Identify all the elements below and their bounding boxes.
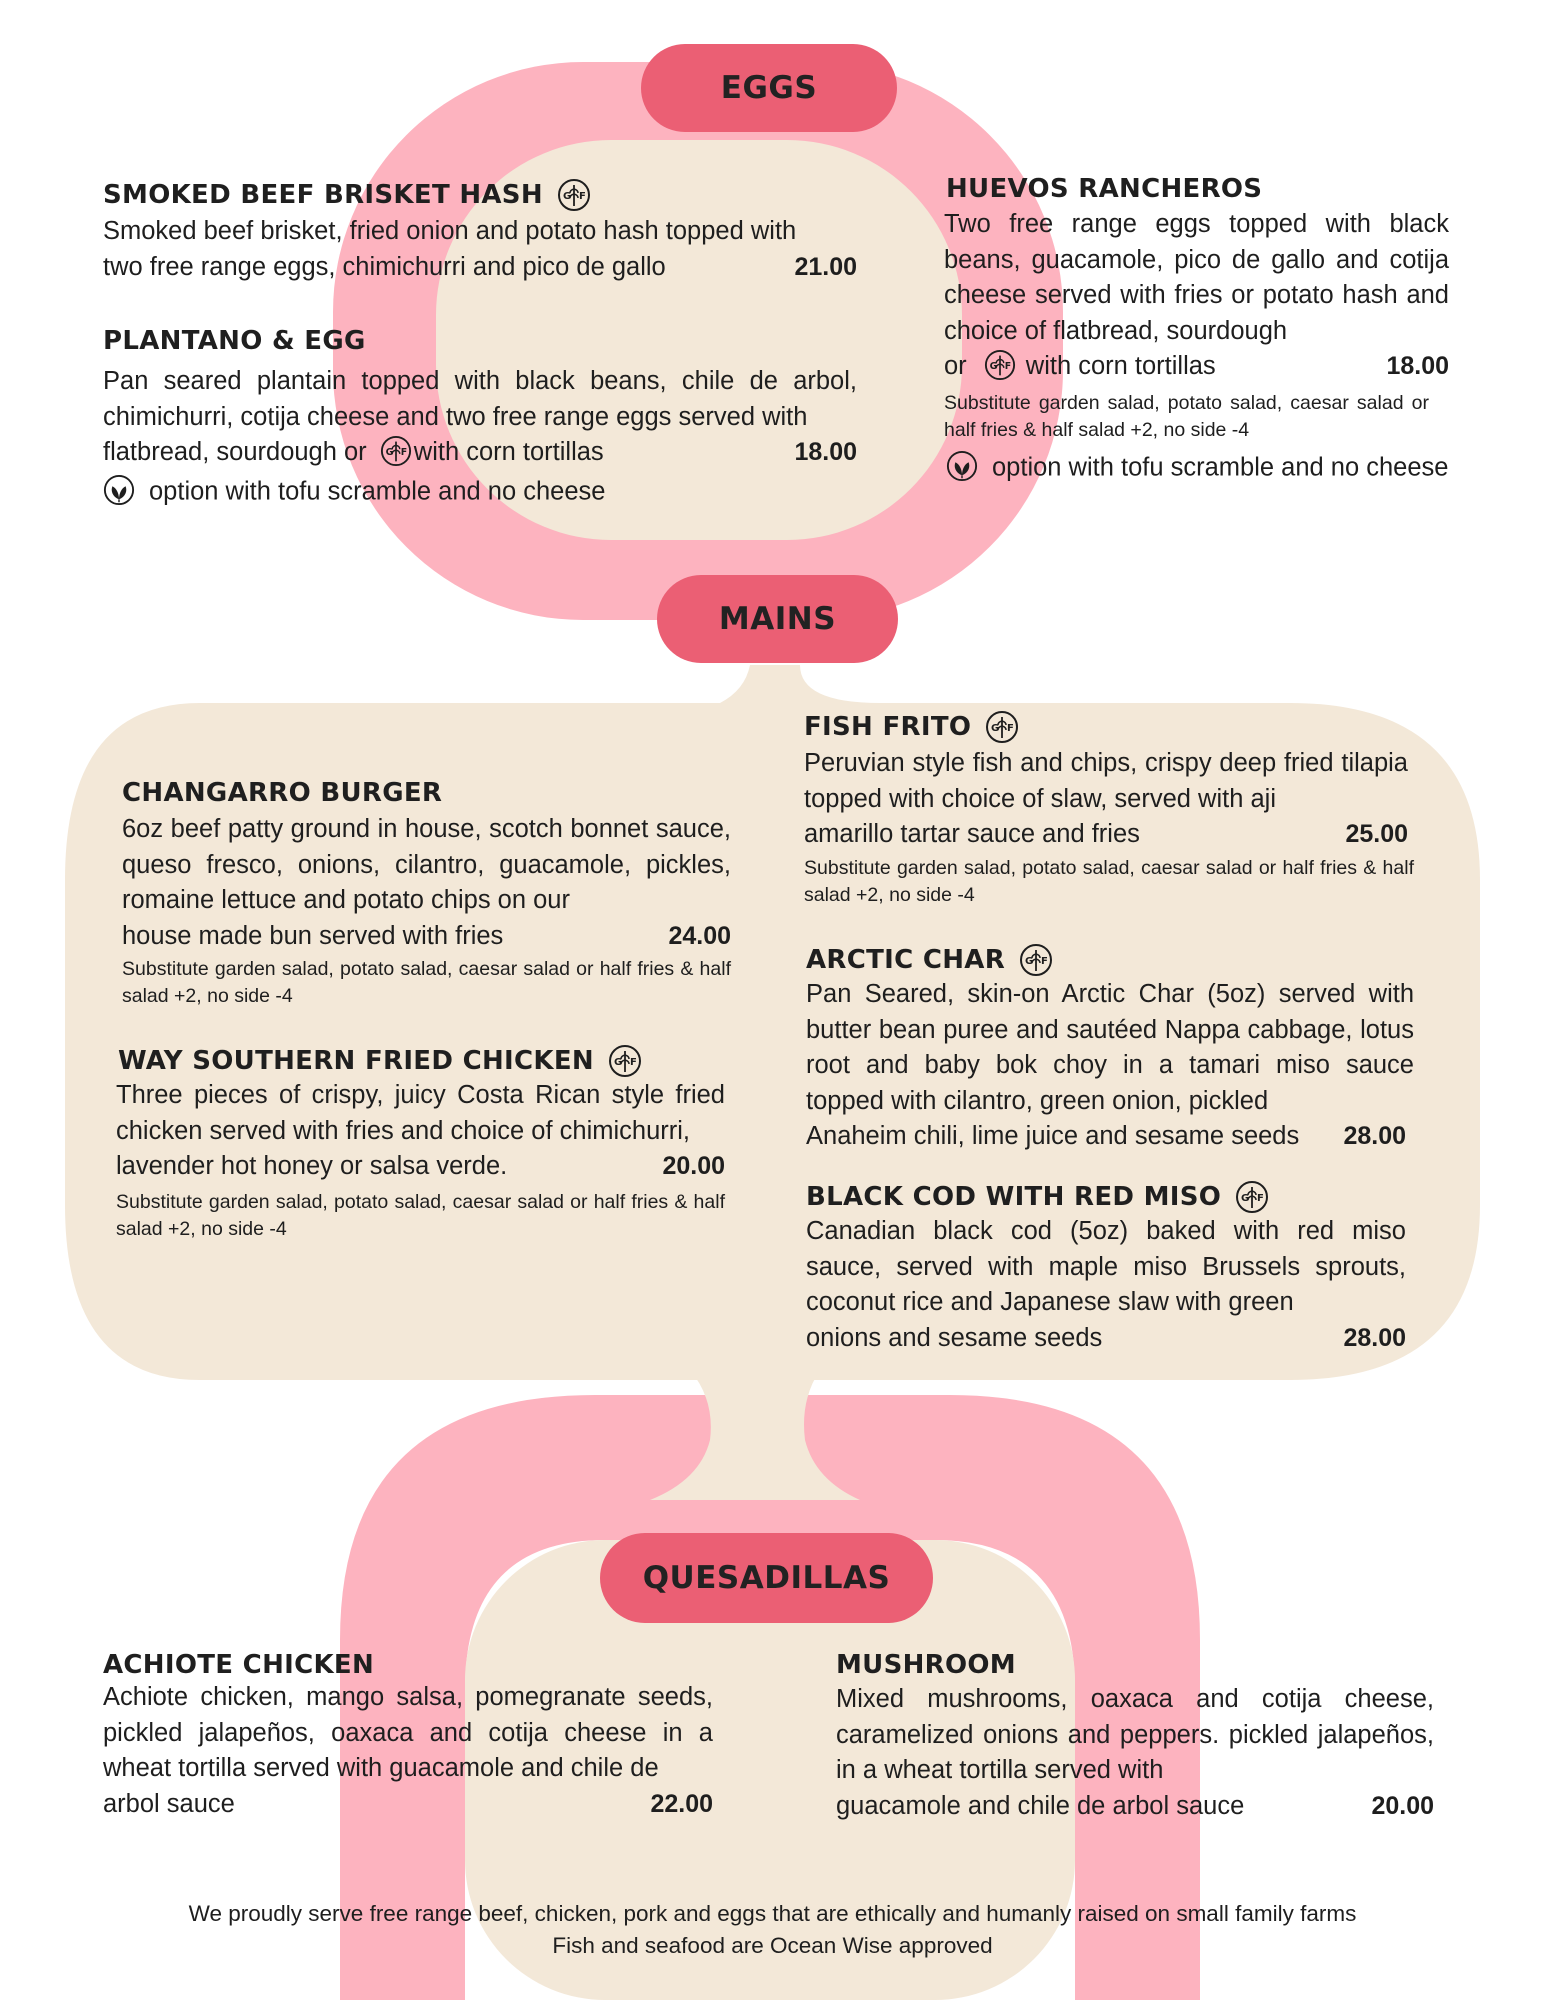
item-title: ARCTIC CHAR G F [806, 943, 1414, 977]
svg-text:G: G [385, 446, 394, 458]
substitute-note: Substitute garden salad, potato salad, caesar salad or half fries & half salad +2, no side -4 [944, 392, 1429, 441]
menu-item-mushroom [836, 1648, 1434, 1824]
item-price: 28.00 [1343, 1323, 1406, 1352]
menu-item-arctic-char [806, 943, 1414, 1155]
substitute-note: Substitute garden salad, potato salad, caesar salad or half fries & half salad +2, no side -4 [804, 856, 1414, 906]
svg-text:G: G [991, 723, 1000, 734]
menu-item-achiote-chicken [103, 1648, 713, 1822]
gluten-free-icon [608, 1044, 642, 1078]
item-price: 24.00 [668, 921, 731, 950]
menu-item-brisket-hash [103, 178, 857, 285]
menu-item-fish-frito [804, 710, 1414, 909]
item-description: Mixed mushrooms, oaxaca and cotija cheese, caramelized onions and peppers. pickled jalapeños, in a wheat tortilla served with guacamole and chile de arbol sauce 20.00 [836, 1682, 1434, 1824]
item-description: Achiote chicken, mango salsa, pomegranate seeds, pickled jalapeños, oaxaca and cotija cheese in a wheat tortilla served with guacamole and chile de arbol sauce 22.00 [103, 1680, 713, 1822]
footer-line-1: We proudly serve free range beef, chicken, pork and eggs that are ethically and humanly raised on small family farms [188, 1901, 1357, 1926]
svg-text:F: F [1007, 723, 1015, 734]
svg-text:F: F [1004, 360, 1011, 372]
svg-text:F: F [629, 1057, 638, 1068]
substitute-note: Substitute garden salad, potato salad, caesar salad or half fries & half salad +2, no side -4 [116, 1190, 725, 1240]
gluten-free-icon [380, 435, 412, 467]
item-title: SMOKED BEEF BRISKET HASH G F [103, 178, 857, 212]
substitute-note: Substitute garden salad, potato salad, caesar salad or half fries & half salad +2, no side -4 [122, 958, 731, 1007]
item-title: ACHIOTE CHICKEN [103, 1650, 375, 1680]
vegan-leaf-icon [103, 474, 135, 506]
svg-text:F: F [1041, 956, 1049, 967]
item-title: MUSHROOM [836, 1650, 1016, 1680]
svg-text:G: G [989, 360, 998, 372]
vegan-option-note: option with tofu scramble and no cheese [103, 474, 857, 512]
svg-text:G: G [1241, 1193, 1250, 1204]
section-header-quesadillas [600, 1533, 933, 1623]
section-title-quesadillas: QUESADILLAS [642, 1560, 891, 1596]
menu-item-plantano-egg [103, 324, 857, 512]
vegan-leaf-icon [946, 450, 978, 482]
gluten-free-icon [984, 349, 1016, 381]
item-description: Smoked beef brisket, fried onion and potato hash topped with two free range eggs, chimichurri and pico de gallo 21.00 [103, 214, 857, 285]
item-description: Canadian black cod (5oz) baked with red miso sauce, served with maple miso Brussels sprouts, coconut rice and Japanese slaw with green onions and sesame seeds 28.00 [806, 1214, 1406, 1356]
svg-text:F: F [578, 191, 587, 202]
item-price: 20.00 [1371, 1791, 1434, 1820]
gluten-free-icon [1019, 943, 1053, 977]
item-description: Pan Seared, skin-on Arctic Char (5oz) served with butter bean puree and sautéed Nappa cabbage, lotus root and baby bok choy in a tamari miso sauce topped with cilantro, green onion, pickled Anaheim chili, lime juice and sesame seeds 28.00 [806, 977, 1414, 1155]
item-description: Two free range eggs topped with black beans, guacamole, pico de gallo and cotija cheese served with fries or potato hash and choice of flatbread, sourdough or G F with corn tortillas 18.00 [944, 207, 1449, 386]
item-description: 6oz beef patty ground in house, scotch bonnet sauce, queso fresco, onions, cilantro, guacamole, pickles, romaine lettuce and potato chips on our house made bun served with fries 24.00 [122, 812, 731, 954]
svg-text:F: F [400, 446, 407, 458]
vegan-option-note: option with tofu scramble and no cheese [944, 450, 1449, 488]
item-description: Three pieces of crispy, juicy Costa Rican style fried chicken served with fries and choice of chimichurri, lavender hot honey or salsa verde. 20.00 [116, 1078, 725, 1185]
item-title: BLACK COD WITH RED MISO G F [806, 1180, 1406, 1214]
item-description: Pan seared plantain topped with black beans, chile de arbol, chimichurri, cotija cheese and two free range eggs served with flatbread, sourdough or G F with corn tortillas 18.00 [103, 364, 857, 472]
gluten-free-icon [1235, 1180, 1269, 1214]
footer-line-2: Fish and seafood are Ocean Wise approved [552, 1933, 993, 1958]
item-title: FISH FRITO G F [804, 710, 1408, 744]
item-price: 25.00 [1345, 820, 1408, 848]
section-title-eggs: EGGS [720, 70, 818, 106]
section-header-mains [657, 575, 898, 663]
section-header-eggs [641, 44, 897, 132]
gluten-free-icon [985, 710, 1019, 744]
footer-sourcing-note [0, 1898, 1545, 1962]
item-price: 18.00 [794, 438, 857, 467]
item-title: CHANGARRO BURGER [122, 778, 443, 808]
gluten-free-icon [557, 178, 591, 212]
svg-text:G: G [613, 1057, 623, 1068]
svg-text:G: G [1025, 956, 1034, 967]
item-price: 20.00 [662, 1152, 725, 1180]
section-title-mains: MAINS [718, 601, 837, 637]
menu-item-black-cod [806, 1180, 1406, 1356]
svg-text:G: G [562, 191, 572, 202]
menu-item-fried-chicken [116, 1044, 725, 1243]
menu-item-huevos-rancheros [944, 172, 1449, 488]
item-title: WAY SOUTHERN FRIED CHICKEN G F [118, 1044, 725, 1078]
item-price: 18.00 [1386, 352, 1449, 381]
item-price: 28.00 [1343, 1122, 1406, 1150]
item-title: HUEVOS RANCHEROS [946, 174, 1263, 204]
menu-item-changarro-burger [122, 776, 731, 1010]
svg-text:F: F [1257, 1193, 1265, 1204]
item-price: 22.00 [650, 1789, 713, 1818]
item-description: Peruvian style fish and chips, crispy deep fried tilapia topped with choice of slaw, served with aji amarillo tartar sauce and fries 25.00 [804, 746, 1408, 853]
item-price: 21.00 [794, 252, 857, 281]
item-title: PLANTANO & EGG [103, 326, 366, 356]
